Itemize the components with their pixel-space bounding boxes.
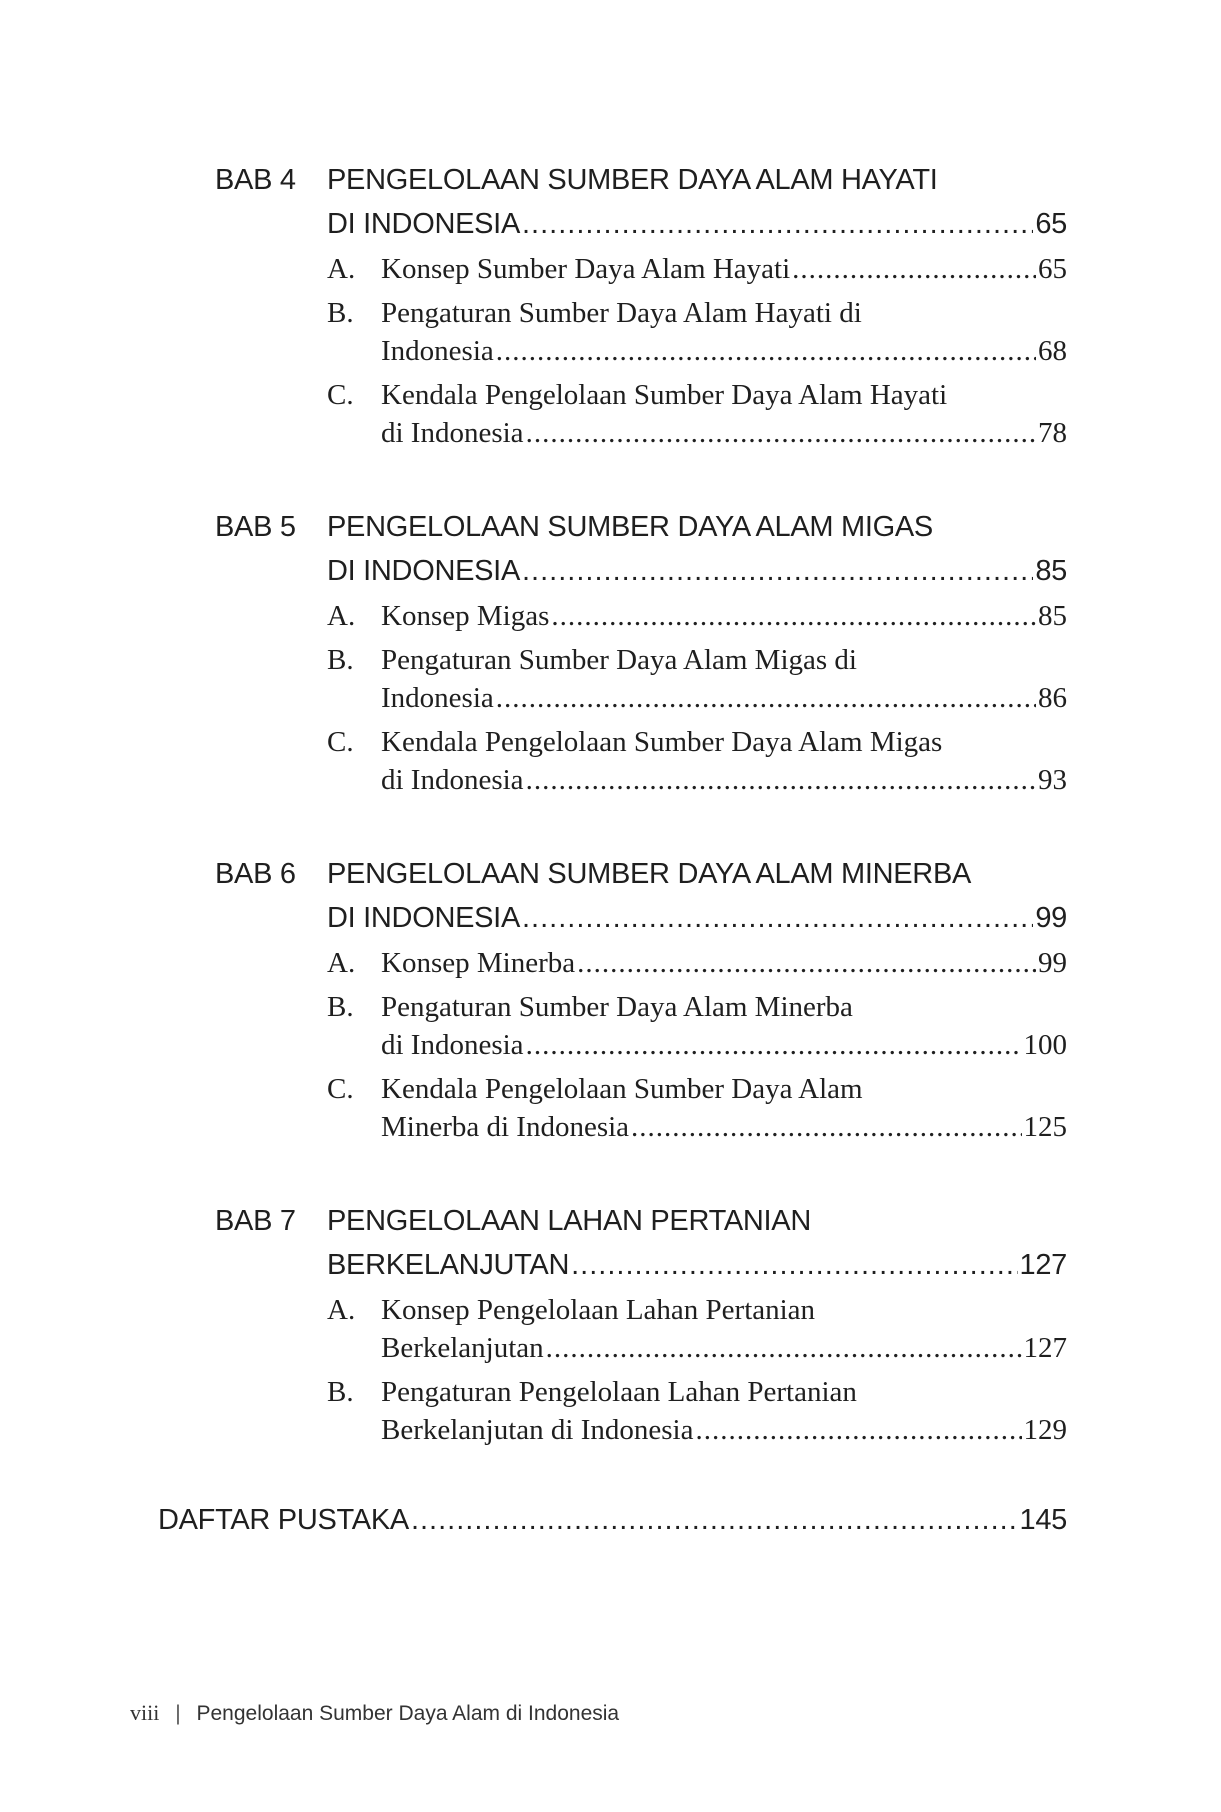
subsection-title-line-1: Kendala Pengelolaan Sumber Daya Alam: [381, 1073, 863, 1105]
subsection-page-number: 99: [1038, 947, 1067, 979]
subsection-item: [327, 294, 1067, 370]
subsection-title-line-2: di Indonesia: [381, 417, 524, 449]
subsection-title-line-2: di Indonesia: [381, 764, 524, 796]
subsection-title-line-2: Indonesia: [381, 335, 494, 367]
subsection-letter: A.: [327, 947, 356, 979]
subsection-page-number: 78: [1038, 417, 1067, 449]
subsection-letter: C.: [327, 379, 354, 411]
chapter-number: BAB 5: [215, 511, 296, 543]
chapter-title-line-2: [327, 896, 1067, 940]
subsection-item: [327, 723, 1067, 799]
chapter-title: [327, 1199, 1067, 1287]
subsection-title-line-2: Berkelanjutan di Indonesia: [381, 1414, 694, 1446]
chapter-page-number: 127: [1019, 1249, 1067, 1281]
chapter-number: BAB 6: [215, 858, 296, 890]
footer-page-number: viii: [130, 1700, 160, 1725]
subsection-letter: A.: [327, 600, 356, 632]
subsection-letter: B.: [327, 991, 354, 1023]
dot-leader: [526, 761, 1036, 799]
chapter-page-number: 65: [1035, 208, 1067, 240]
chapter-title-line-2: [327, 1243, 1067, 1287]
subsection-item: [327, 1373, 1067, 1449]
chapter-page-number: 85: [1035, 555, 1067, 587]
subsection-letter: C.: [327, 726, 354, 758]
subsection-list: [327, 944, 1067, 1152]
chapter-title-text: BERKELANJUTAN: [327, 1249, 570, 1281]
chapter-title-text: DI INDONESIA: [327, 555, 520, 587]
chapter-title-line-1: PENGELOLAAN SUMBER DAYA ALAM MIGAS: [327, 511, 933, 543]
subsection-title: Konsep Minerba: [381, 947, 576, 979]
dot-leader: [496, 332, 1036, 370]
dot-leader: [695, 1411, 1021, 1449]
subsection-title-line-2: Indonesia: [381, 682, 494, 714]
subsection-page-number: 100: [1023, 1029, 1067, 1061]
subsection-page-number: 127: [1023, 1332, 1067, 1364]
subsection-item: [327, 376, 1067, 452]
chapter-title-line-1: PENGELOLAAN SUMBER DAYA ALAM MINERBA: [327, 858, 972, 890]
subsection-letter: A.: [327, 253, 356, 285]
subsection-title-line-1: Pengaturan Sumber Daya Alam Migas di: [381, 644, 857, 676]
subsection-item: [327, 597, 1067, 635]
subsection-title-line-1: Kendala Pengelolaan Sumber Daya Alam Hayati: [381, 379, 948, 411]
subsection-letter: A.: [327, 1294, 356, 1326]
subsection-item: [327, 641, 1067, 717]
dot-leader: [411, 1498, 1018, 1542]
subsection-title-line-2: Minerba di Indonesia: [381, 1111, 630, 1143]
chapter-title-line-1: PENGELOLAAN SUMBER DAYA ALAM HAYATI: [327, 164, 938, 196]
subsection-letter: B.: [327, 297, 354, 329]
dot-leader: [526, 1026, 1022, 1064]
subsection-title-line-1: Konsep Pengelolaan Lahan Pertanian: [381, 1294, 816, 1326]
subsection-list: [327, 1291, 1067, 1455]
subsection-page-number: 85: [1038, 600, 1067, 632]
chapter-title-text: DI INDONESIA: [327, 902, 520, 934]
footer-separator: |: [175, 1702, 181, 1725]
chapter-title: [327, 158, 1067, 246]
subsection-page-number: 93: [1038, 764, 1067, 796]
dot-leader: [571, 1243, 1017, 1287]
chapter-title-line-2: [327, 202, 1067, 246]
dot-leader: [792, 250, 1036, 288]
subsection-list: [327, 250, 1067, 458]
subsection-page-number: 125: [1023, 1111, 1067, 1143]
dot-leader: [522, 202, 1033, 246]
chapter-title: [327, 852, 1067, 940]
footer-book-title: Pengelolaan Sumber Daya Alam di Indonesia: [196, 1702, 620, 1725]
chapter-title-line-1: PENGELOLAAN LAHAN PERTANIAN: [327, 1205, 811, 1237]
toc-bibliography: [158, 1498, 1067, 1542]
subsection-letter: C.: [327, 1073, 354, 1105]
page-footer: [130, 1700, 619, 1726]
subsection-letter: B.: [327, 1376, 354, 1408]
chapter-number: BAB 4: [215, 164, 296, 196]
subsection-item: [327, 944, 1067, 982]
subsection-page-number: 129: [1023, 1414, 1067, 1446]
subsection-title-line-1: Pengaturan Pengelolaan Lahan Pertanian: [381, 1376, 857, 1408]
subsection-title-line-1: Kendala Pengelolaan Sumber Daya Alam Migas: [381, 726, 943, 758]
chapter-page-number: 99: [1035, 902, 1067, 934]
subsection-title: Konsep Migas: [381, 600, 550, 632]
dot-leader: [522, 549, 1033, 593]
subsection-title-line-1: Pengaturan Sumber Daya Alam Minerba: [381, 991, 853, 1023]
chapter-number: BAB 7: [215, 1205, 296, 1237]
dot-leader: [631, 1108, 1021, 1146]
subsection-page-number: 65: [1038, 253, 1067, 285]
subsection-title-line-2: di Indonesia: [381, 1029, 524, 1061]
chapter-title-text: DI INDONESIA: [327, 208, 520, 240]
dot-leader: [526, 414, 1036, 452]
bibliography-label: DAFTAR PUSTAKA: [158, 1504, 409, 1536]
subsection-item: [327, 1291, 1067, 1367]
dot-leader: [522, 896, 1033, 940]
subsection-title: Konsep Sumber Daya Alam Hayati: [381, 253, 791, 285]
chapter-title-line-2: [327, 549, 1067, 593]
subsection-item: [327, 250, 1067, 288]
subsection-letter: B.: [327, 644, 354, 676]
subsection-page-number: 68: [1038, 335, 1067, 367]
subsection-item: [327, 988, 1067, 1064]
subsection-page-number: 86: [1038, 682, 1067, 714]
subsection-list: [327, 597, 1067, 805]
subsection-title-line-2: Berkelanjutan: [381, 1332, 544, 1364]
dot-leader: [551, 597, 1036, 635]
dot-leader: [546, 1329, 1022, 1367]
dot-leader: [577, 944, 1036, 982]
chapter-title: [327, 505, 1067, 593]
subsection-title-line-1: Pengaturan Sumber Daya Alam Hayati di: [381, 297, 862, 329]
bibliography-page-number: 145: [1019, 1504, 1067, 1536]
subsection-item: [327, 1070, 1067, 1146]
dot-leader: [496, 679, 1036, 717]
